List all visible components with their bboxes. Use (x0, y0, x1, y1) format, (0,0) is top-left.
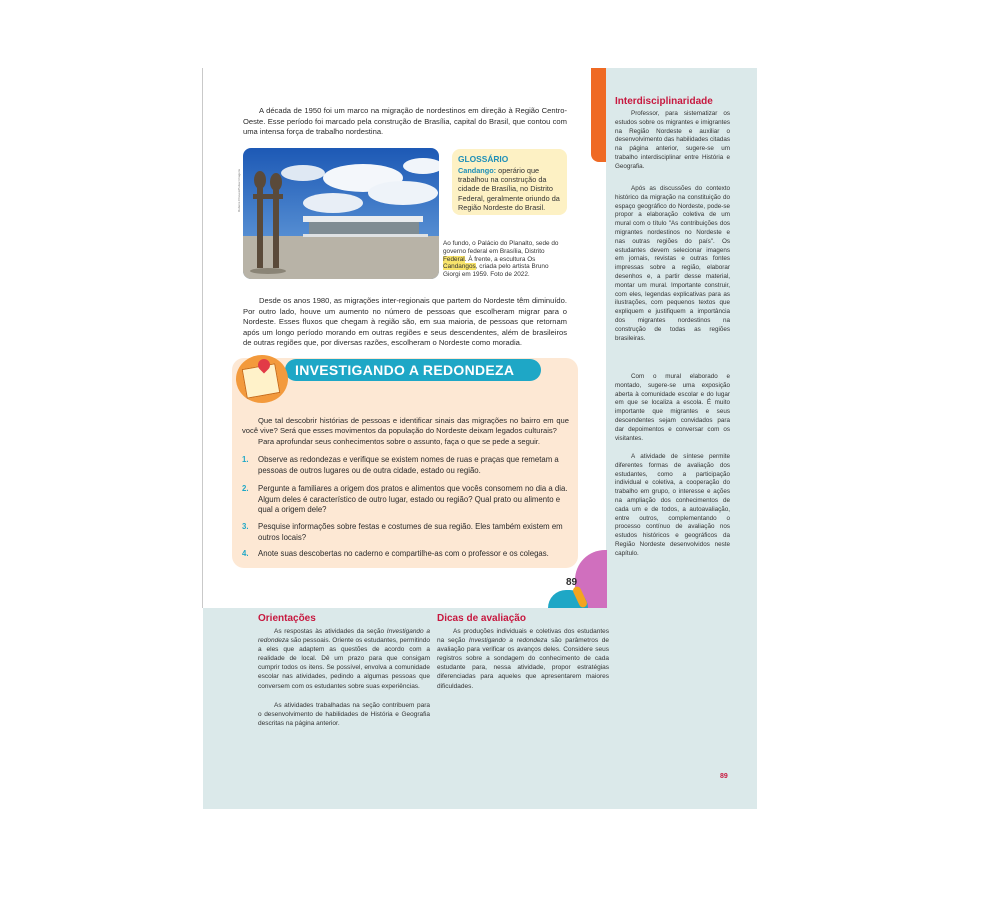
activity-item-1 (242, 455, 570, 476)
orange-side-tab (591, 68, 606, 162)
page-number-outer: 89 (720, 773, 728, 780)
glossary-term: Candango: (458, 166, 497, 175)
dicas-title: Dicas de avaliação (437, 613, 526, 624)
glossary-text (458, 166, 561, 212)
glossary-definition: operário que trabalhou na construção da cidade de Brasília, no Distrito Federal, geralmente oriundo da Região Nordeste do Brasil. (458, 166, 560, 212)
dicas-paragraph (437, 627, 609, 691)
photo-brasilia (243, 148, 439, 279)
sidebar-paragraph-3: Com o mural elaborado e montado, sugere-se uma exposição aberta à comunidade escolar e do lugar em que se localiza a escola. É muito importante que migrantes e seus descendentes sejam convidados para dar depoimentos e conversar com os visitantes. (615, 373, 730, 442)
activity-item-4 (242, 549, 570, 560)
photo-caption (443, 240, 567, 279)
page-number-inner: 89 (566, 577, 578, 588)
caption-highlight-federal: Federal (443, 255, 465, 263)
orientacoes-text: são pessoais. Oriente os estudantes, permitindo a eles que adaptem as questões de acordo com a realidade de local. Dê um prazo para que consigam cumprir todos os itens. Se possível, envolva a comunidade escolar nas atividades, pedindo a algumas pessoas que conversem com os estudantes sobre suas experiências. (258, 637, 430, 690)
activity-number: 1. (242, 455, 249, 464)
caption-text: , criada pelo artista Bruno Giorgi em 1959. Foto de 2022. (443, 263, 549, 279)
activity-text: Pergunte a familiares a origem dos pratos e alimentos que vocês consomem no dia a dia. Algum deles é característico de outro lugar, estado ou região? Qual prato ou alimento e qual a origem dele? (258, 484, 568, 515)
photo-credit: Rubens Chaves/Pulsar Imagens (237, 168, 241, 212)
sidebar-title: Interdisciplinaridade (615, 96, 713, 107)
map-icon (236, 355, 288, 403)
activity-text: Anote suas descobertas no caderno e compartilhe-as com o professor e os colegas. (258, 549, 549, 558)
activity-number: 4. (242, 549, 249, 558)
investigando-banner: INVESTIGANDO A REDONDEZA (285, 359, 541, 381)
sidebar-paragraph-2: Após as discussões do contexto histórico da migração na constituição do espaço geográfico do Nordeste, pode-se propor a elaboração coletiva de um mural com o título "As contribuições dos migrantes nordestinos no Nordeste e nas outras regiões do país". Os estudantes devem selecionar imagens em jornais, revistas e outras fontes impressas sobre a região, elaborar desenhos e, a partir desse material, montar um mural. Importante construir, com eles, legendas explicativas para as ilustrações, com pequenos textos que expliquem e justifiquem a importância dos migrantes nordestinos na construção de todas as regiões brasileiras. (615, 185, 730, 342)
orientacoes-title: Orientações (258, 613, 316, 624)
caption-highlight-candangos: Candangos (443, 263, 476, 271)
glossary-title: GLOSSÁRIO (458, 154, 509, 164)
orientacoes-text: As respostas às atividades da seção (274, 628, 387, 635)
activity-item-3 (242, 522, 570, 543)
caption-text: Ao fundo, o Palácio do Planalto, sede do governo federal em Brasília, Distrito (443, 240, 559, 255)
activity-text: Pesquise informações sobre festas e costumes de sua região. Eles também existem em outros locais? (258, 522, 563, 542)
caption-text: . À frente, a escultura Os (464, 255, 536, 263)
page-fold-line (202, 68, 203, 608)
activity-number: 2. (242, 484, 249, 493)
dicas-emphasis: Investigando a redondeza (468, 637, 548, 645)
glossary-box (452, 149, 567, 215)
investigando-instruction: Para aprofundar seus conhecimentos sobre o assunto, faça o que se pede a seguir. (258, 437, 540, 446)
investigando-intro: Que tal descobrir histórias de pessoas e identificar sinais das migrações no bairro em que você vive? Será que esses movimentos da população do Nordeste deixam legados culturais? (242, 416, 569, 436)
dicas-text: As produções individuais e coletivas dos estudantes na seção (437, 628, 609, 645)
photo-brasilia-image (243, 148, 439, 279)
orientacoes-paragraph-2: As atividades trabalhadas na seção contribuem para o desenvolvimento de habilidades de História e Geografia descritas na página anterior. (258, 702, 430, 728)
activity-item-2 (242, 484, 570, 516)
migration-paragraph: Desde os anos 1980, as migrações inter-regionais que partem do Nordeste têm diminuído. Por outro lado, houve um aumento no número de pessoas que escolheram migrar para o Nordeste. Esses fluxos que chegam à região são, em sua maioria, de pessoas que retornam após um longo período morando em outras regiões e seus descendentes, além de brasileiros de outras regiões que, por diversas razões, escolheram o Nordeste como moradia. (243, 296, 567, 348)
sidebar-paragraph-1: Professor, para sistematizar os estudos sobre os migrantes e imigrantes na Região Nordeste e auxiliar o desenvolvimento das habilidades citadas na página anterior, sugere-se um trabalho interdisciplinar entre História e Geografia. (615, 110, 730, 170)
activity-number: 3. (242, 522, 249, 531)
activity-text: Observe as redondezas e verifique se existem nomes de ruas e praças que remetam a pessoas de outros lugares ou de outra cidade, estado ou região. (258, 455, 559, 475)
intro-paragraph: A década de 1950 foi um marco na migração de nordestinos em direção à Região Centro-Oeste. Esse período foi marcado pela construção de Brasília, capital do Brasil, que contou com uma intensa força de trabalho nordestina. (243, 106, 567, 137)
orientacoes-paragraph-1 (258, 627, 430, 691)
orientacoes-emphasis: Investigando a redondeza (258, 628, 430, 645)
sidebar-paragraph-4: A atividade de síntese permite diferentes formas de avaliação dos estudantes, como a participação individual e coletiva, a cooperação do trabalho em grupo, o interesse e ações na ampliação dos conhecimentos de cada um e de todos, a autoavaliação, entre outros, complementando o processo contínuo de avaliação nos estudos históricos e geográficos da Região Nordeste desenvolvidos neste capítulo. (615, 453, 730, 557)
dicas-text: são parâmetros de avaliação para verificar os avanços deles. Considere seus registros sobre a sondagem do conhecimento de cada estudante para, nessa atividade, propor estratégias diferenciadas para aqueles que apresentarem maiores dificuldades. (437, 637, 610, 690)
